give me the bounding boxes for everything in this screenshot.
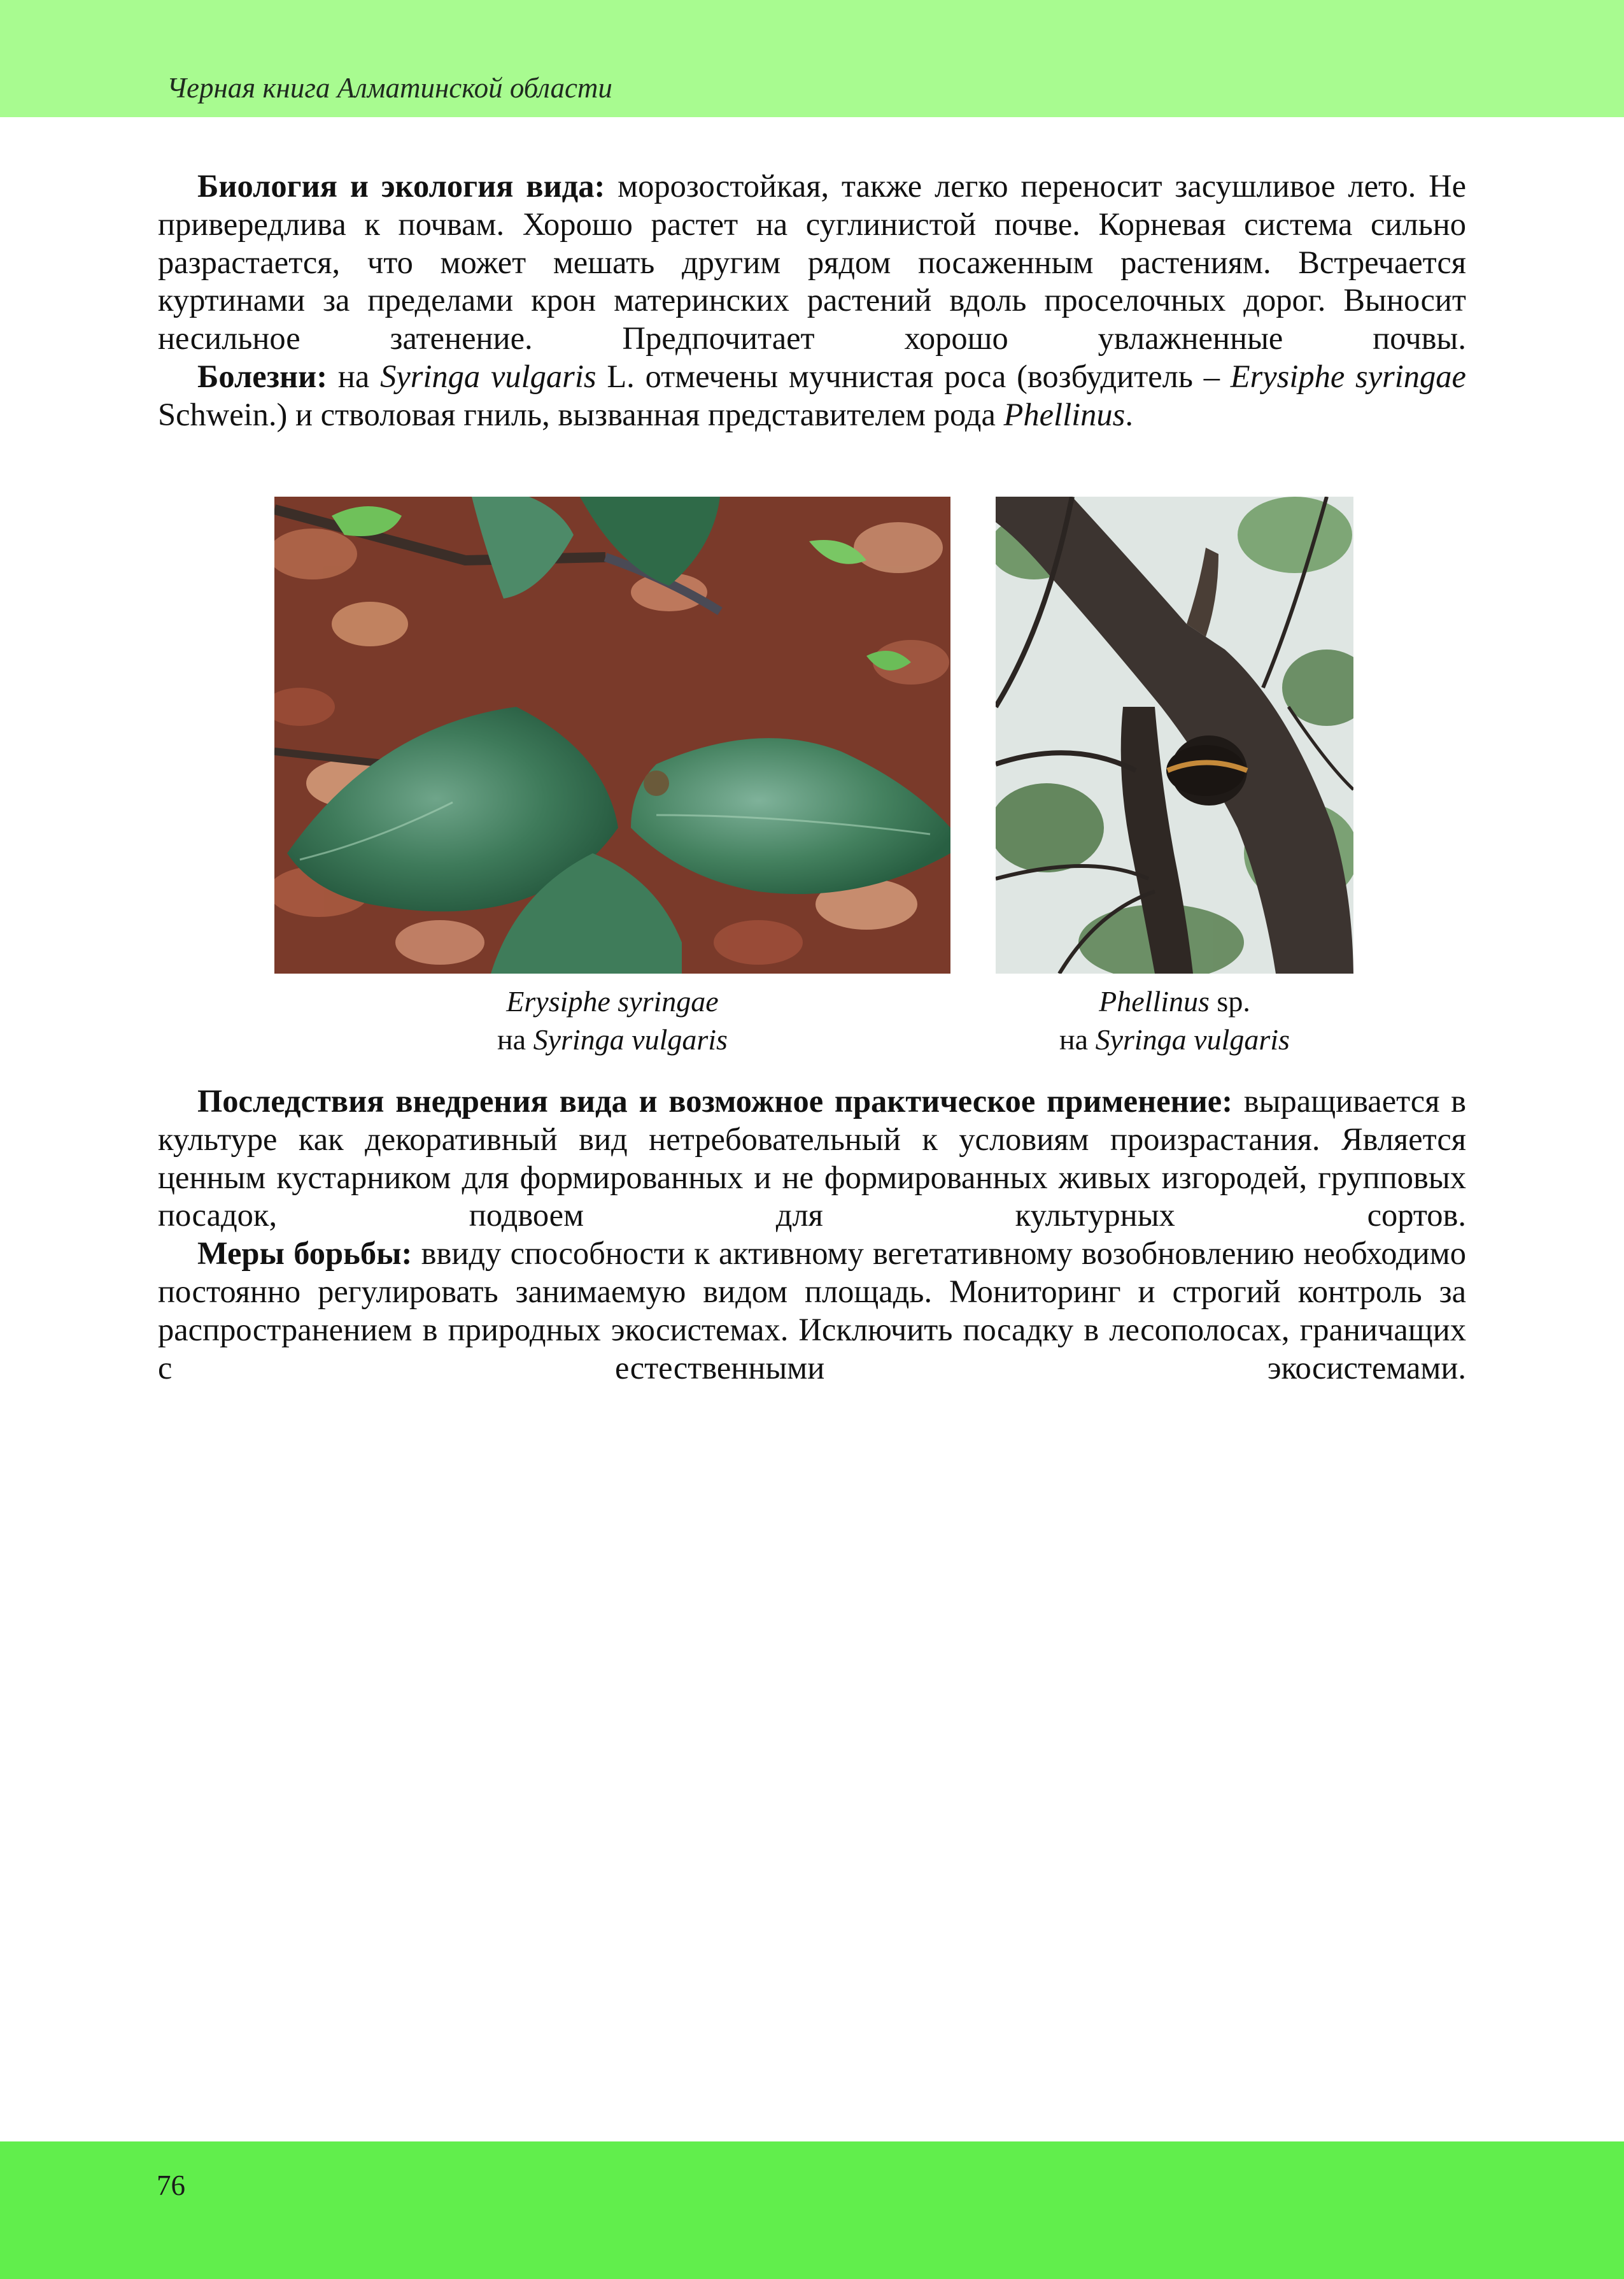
caption-right: [984, 983, 1366, 1059]
caption-right-host: Syringa vulgaris: [1095, 1023, 1290, 1056]
biology-paragraph: [158, 167, 1466, 358]
caption-left: [402, 983, 823, 1059]
diseases-host: Syringa vulgaris: [380, 358, 597, 394]
page-number: 76: [157, 2169, 185, 2201]
control-paragraph: [158, 1235, 1466, 1387]
caption-left-species: [402, 983, 823, 1021]
caption-right-suffix: sp.: [1209, 985, 1250, 1018]
photo-lilac-leaves-mildew: [274, 497, 950, 974]
diseases-pathogen: Erysiphe syringae: [1230, 358, 1466, 394]
control-text: ввиду способности к активному вегетативному возобновлению необходимо постоянно регулировать занимаемую видом площадь. Мониторинг и строгий контроль за распространением в природных экосистемах. Исключить посадку в лесополосах, граничащих с естественными экосистемами.: [158, 1235, 1466, 1386]
footer-band: [0, 2141, 1624, 2279]
caption-left-host-line: [402, 1021, 823, 1059]
caption-right-species: [984, 983, 1366, 1021]
diseases-text-2: L. отмечены мучнистая роса (возбудитель –: [596, 358, 1231, 394]
caption-left-species-text: Erysiphe syringae: [506, 985, 719, 1018]
caption-right-on: на: [1059, 1023, 1089, 1056]
running-header-title: Черная книга Алматинской области: [167, 72, 612, 104]
diseases-genus: Phellinus: [1003, 396, 1126, 432]
caption-left-host: Syringa vulgaris: [533, 1023, 728, 1056]
consequences-label: Последствия внедрения вида и возможное практическое применение:: [197, 1083, 1233, 1119]
consequences-paragraph: [158, 1083, 1466, 1235]
caption-right-genus: Phellinus: [1099, 985, 1210, 1018]
biology-text: морозостойкая, также легко переносит засушливое лето. Не привередлива к почвам. Хорошо растет на суглинистой почве. Корневая система сильно разрастается, что может мешать другим рядом посаженным растениям. Встречается куртинами за пределами крон материнских растений вдоль проселочных дорог. Выносит несильное затенение. Предпочитает хорошо увлажненные почвы.: [158, 168, 1467, 357]
diseases-text-4: .: [1125, 396, 1133, 432]
control-label: Меры борьбы:: [197, 1235, 413, 1272]
photo-phellinus-trunk: [996, 497, 1353, 974]
caption-left-on: на: [497, 1023, 526, 1056]
diseases-paragraph: [158, 358, 1466, 434]
biology-label: Биология и экология вида:: [197, 168, 605, 204]
diseases-text-1: на: [327, 358, 381, 394]
diseases-text-3: Schwein.) и стволовая гниль, вызванная представителем рода: [158, 396, 1004, 432]
diseases-label: Болезни:: [197, 358, 328, 394]
bottom-text-block: [158, 1083, 1466, 1387]
top-text-block: [158, 167, 1466, 434]
consequences-text: выращивается в культуре как декоративный вид нетребовательный к условиям произрастания. Является ценным кустарником для формированных и не формированных живых изгородей, групповых посадок, подвоем для культурных сортов.: [158, 1083, 1467, 1233]
caption-right-host-line: [984, 1021, 1366, 1059]
